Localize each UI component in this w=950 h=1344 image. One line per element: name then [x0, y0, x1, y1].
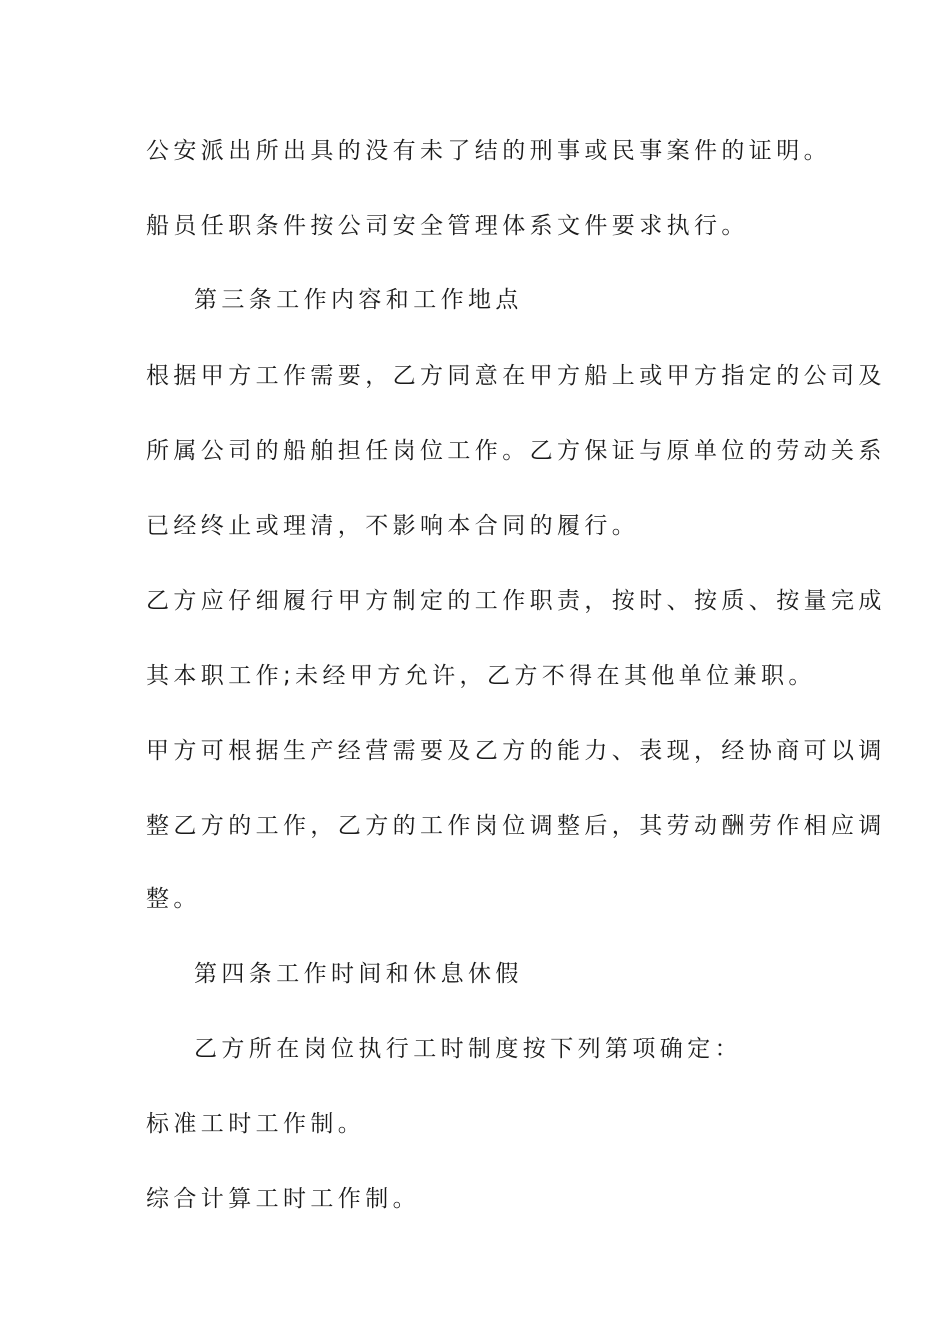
- paragraph-line: 已经终止或理清，不影响本合同的履行。: [146, 513, 640, 539]
- list-item: 标准工时工作制。: [146, 1111, 366, 1137]
- paragraph-line: 整乙方的工作，乙方的工作岗位调整后，其劳动酬劳作相应调: [146, 813, 886, 839]
- paragraph-line: 船员任职条件按公司安全管理体系文件要求执行。: [146, 213, 749, 239]
- paragraph-line: 公安派出所出具的没有未了结的刑事或民事案件的证明。: [146, 138, 831, 164]
- paragraph-line: 根据甲方工作需要，乙方同意在甲方船上或甲方指定的公司及: [146, 363, 886, 389]
- paragraph-line: 整。: [146, 886, 201, 912]
- paragraph-line: 甲方可根据生产经营需要及乙方的能力、表现，经协商可以调: [146, 738, 886, 764]
- paragraph-line: 其本职工作;未经甲方允许，乙方不得在其他单位兼职。: [146, 663, 816, 689]
- paragraph-line: 乙方所在岗位执行工时制度按下列第项确定：: [194, 1036, 742, 1062]
- paragraph-line: 所属公司的船舶担任岗位工作。乙方保证与原单位的劳动关系: [146, 438, 886, 464]
- section-heading: 第四条工作时间和休息休假: [194, 961, 523, 987]
- list-item: 综合计算工时工作制。: [146, 1186, 420, 1212]
- paragraph-line: 乙方应仔细履行甲方制定的工作职责，按时、按质、按量完成: [146, 588, 886, 614]
- section-heading: 第三条工作内容和工作地点: [194, 287, 523, 313]
